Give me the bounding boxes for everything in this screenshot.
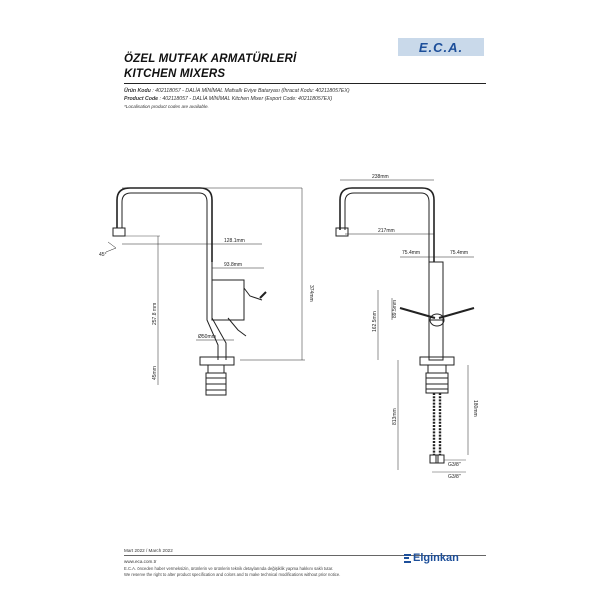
dim-238-label: 238mm xyxy=(372,174,389,180)
product-code-en-label: Product Code xyxy=(124,96,159,102)
dim-45-label: 45mm xyxy=(152,366,158,380)
front-view-drawing xyxy=(336,180,474,472)
dim-162-label: 162.5mm xyxy=(372,311,378,332)
revision-date: Mart 2022 / March 2022 xyxy=(124,548,173,553)
product-code-tr-label: Ürün Kodu xyxy=(124,88,151,94)
disclaimer-turkish: E.C.A. önceden haber vermeksizin, ürünlerin ve ürünlerin teknik detaylarında değişiklik yapma hakkını saklı tutar. xyxy=(124,566,334,571)
disclaimer-english: We reserve the right to alter product specification and colors and to make technical modifications without prior notice. xyxy=(124,572,341,577)
product-code-tr-value: : 402118057 - DALİA MİNİMAL Mafsallı Eviye Bataryası (İhracat Kodu: 402118057EX) xyxy=(152,88,350,94)
side-view-drawing xyxy=(106,188,305,395)
elginkan-logo xyxy=(404,552,459,564)
dim-angle-label: 45° xyxy=(99,252,107,258)
dim-89-label: 89.5mm xyxy=(392,299,398,318)
website-text: www.eca.com.tr xyxy=(124,559,157,564)
elginkan-logo-text: Elginkan xyxy=(413,552,459,564)
dim-75b-label: 75.4mm xyxy=(450,250,469,256)
product-code-en-value: : 402118057 - DALİA MİNİMAL Kitchen Mixer (Export Code: 402118057EX) xyxy=(159,96,333,102)
title-english: KITCHEN MIXERS xyxy=(124,68,226,80)
dim-128-label: 128.1mm xyxy=(224,238,245,244)
thread-1-label: G3/8" xyxy=(448,462,461,468)
localisation-note: *Localisation product codes are available. xyxy=(124,104,209,109)
title-turkish: ÖZEL MUTFAK ARMATÜRLERİ xyxy=(124,53,297,65)
dim-374-label: 374mm xyxy=(308,285,314,302)
dim-217-label: 217mm xyxy=(378,228,395,234)
thread-2-label: G3/8" xyxy=(448,474,461,480)
dim-180-label: 180mm xyxy=(472,400,478,417)
elginkan-mark-icon xyxy=(404,554,411,563)
eca-logo-text: E.C.A. xyxy=(418,39,464,55)
front-view-labels xyxy=(372,174,478,480)
dim-75a-label: 75.4mm xyxy=(402,250,421,256)
dim-dia-label: Ø50mm xyxy=(198,334,216,340)
dim-93-label: 93.8mm xyxy=(224,262,243,268)
dim-813-label: 813mm xyxy=(392,408,398,425)
dim-257-label: 257.8 mm xyxy=(152,302,158,325)
